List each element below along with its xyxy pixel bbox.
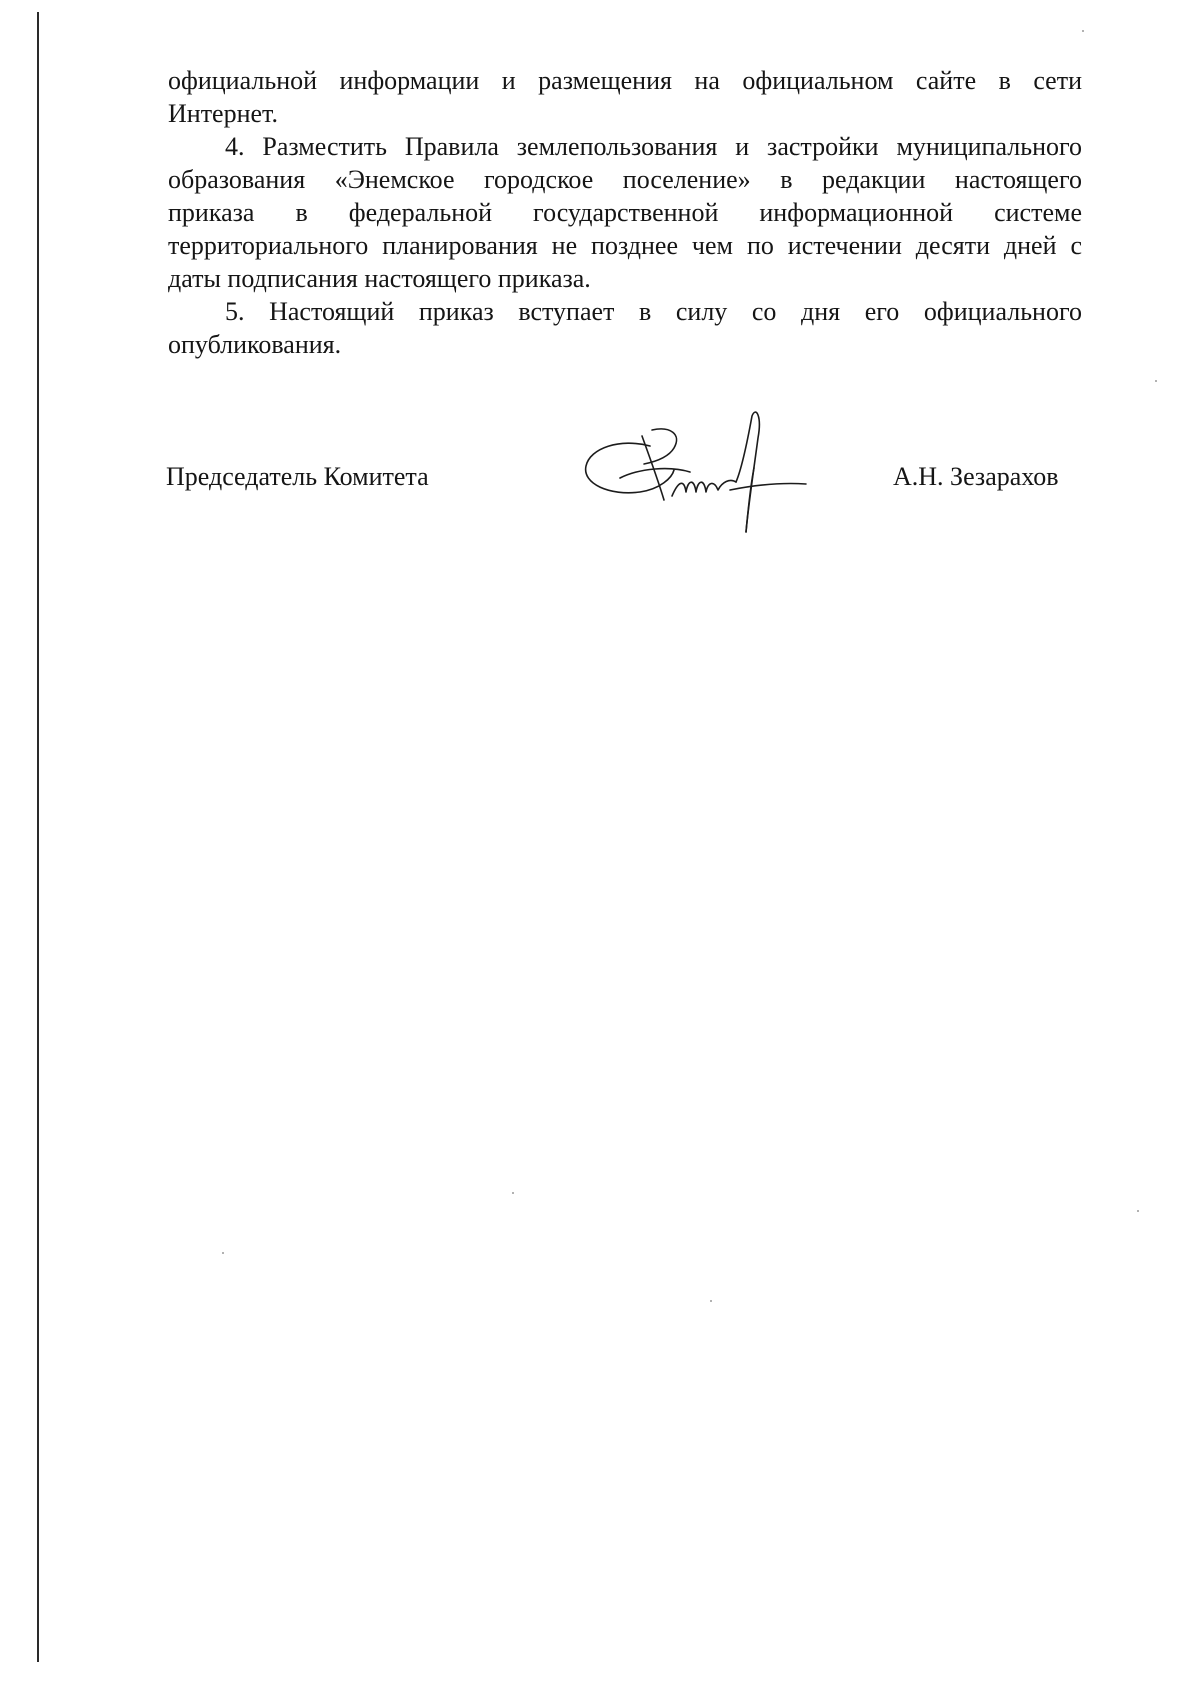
paragraph-line: 5. Настоящий приказ вступает в силу со дня его официального <box>225 297 1082 326</box>
paragraph-line: даты подписания настоящего приказа. <box>168 264 591 293</box>
signatory-name: А.Н. Зезарахов <box>893 462 1059 491</box>
paragraph-line: территориального планирования не позднее чем по истечении десяти дней с <box>168 231 1082 260</box>
paragraph-line: 4. Разместить Правила землепользования и застройки муниципального <box>225 132 1082 161</box>
scan-speck <box>1155 380 1157 382</box>
paragraph-line: образования «Энемское городское поселение» в редакции настоящего <box>168 165 1082 194</box>
signatory-title: Председатель Комитета <box>166 462 429 491</box>
paragraph-line: приказа в федеральной государственной информационной системе <box>168 198 1082 227</box>
scan-speck <box>710 1300 712 1302</box>
paragraph-line: Интернет. <box>168 99 278 128</box>
handwritten-signature <box>580 408 810 538</box>
scan-speck <box>222 1252 224 1254</box>
scan-speck <box>1137 1210 1139 1212</box>
paragraph-line: официальной информации и размещения на официальном сайте в сети <box>168 66 1082 95</box>
scan-speck <box>512 1192 514 1194</box>
document-body <box>168 64 1082 361</box>
scan-edge-line <box>37 12 39 1662</box>
paragraph-line: опубликования. <box>168 330 342 359</box>
scan-speck <box>1082 30 1084 32</box>
